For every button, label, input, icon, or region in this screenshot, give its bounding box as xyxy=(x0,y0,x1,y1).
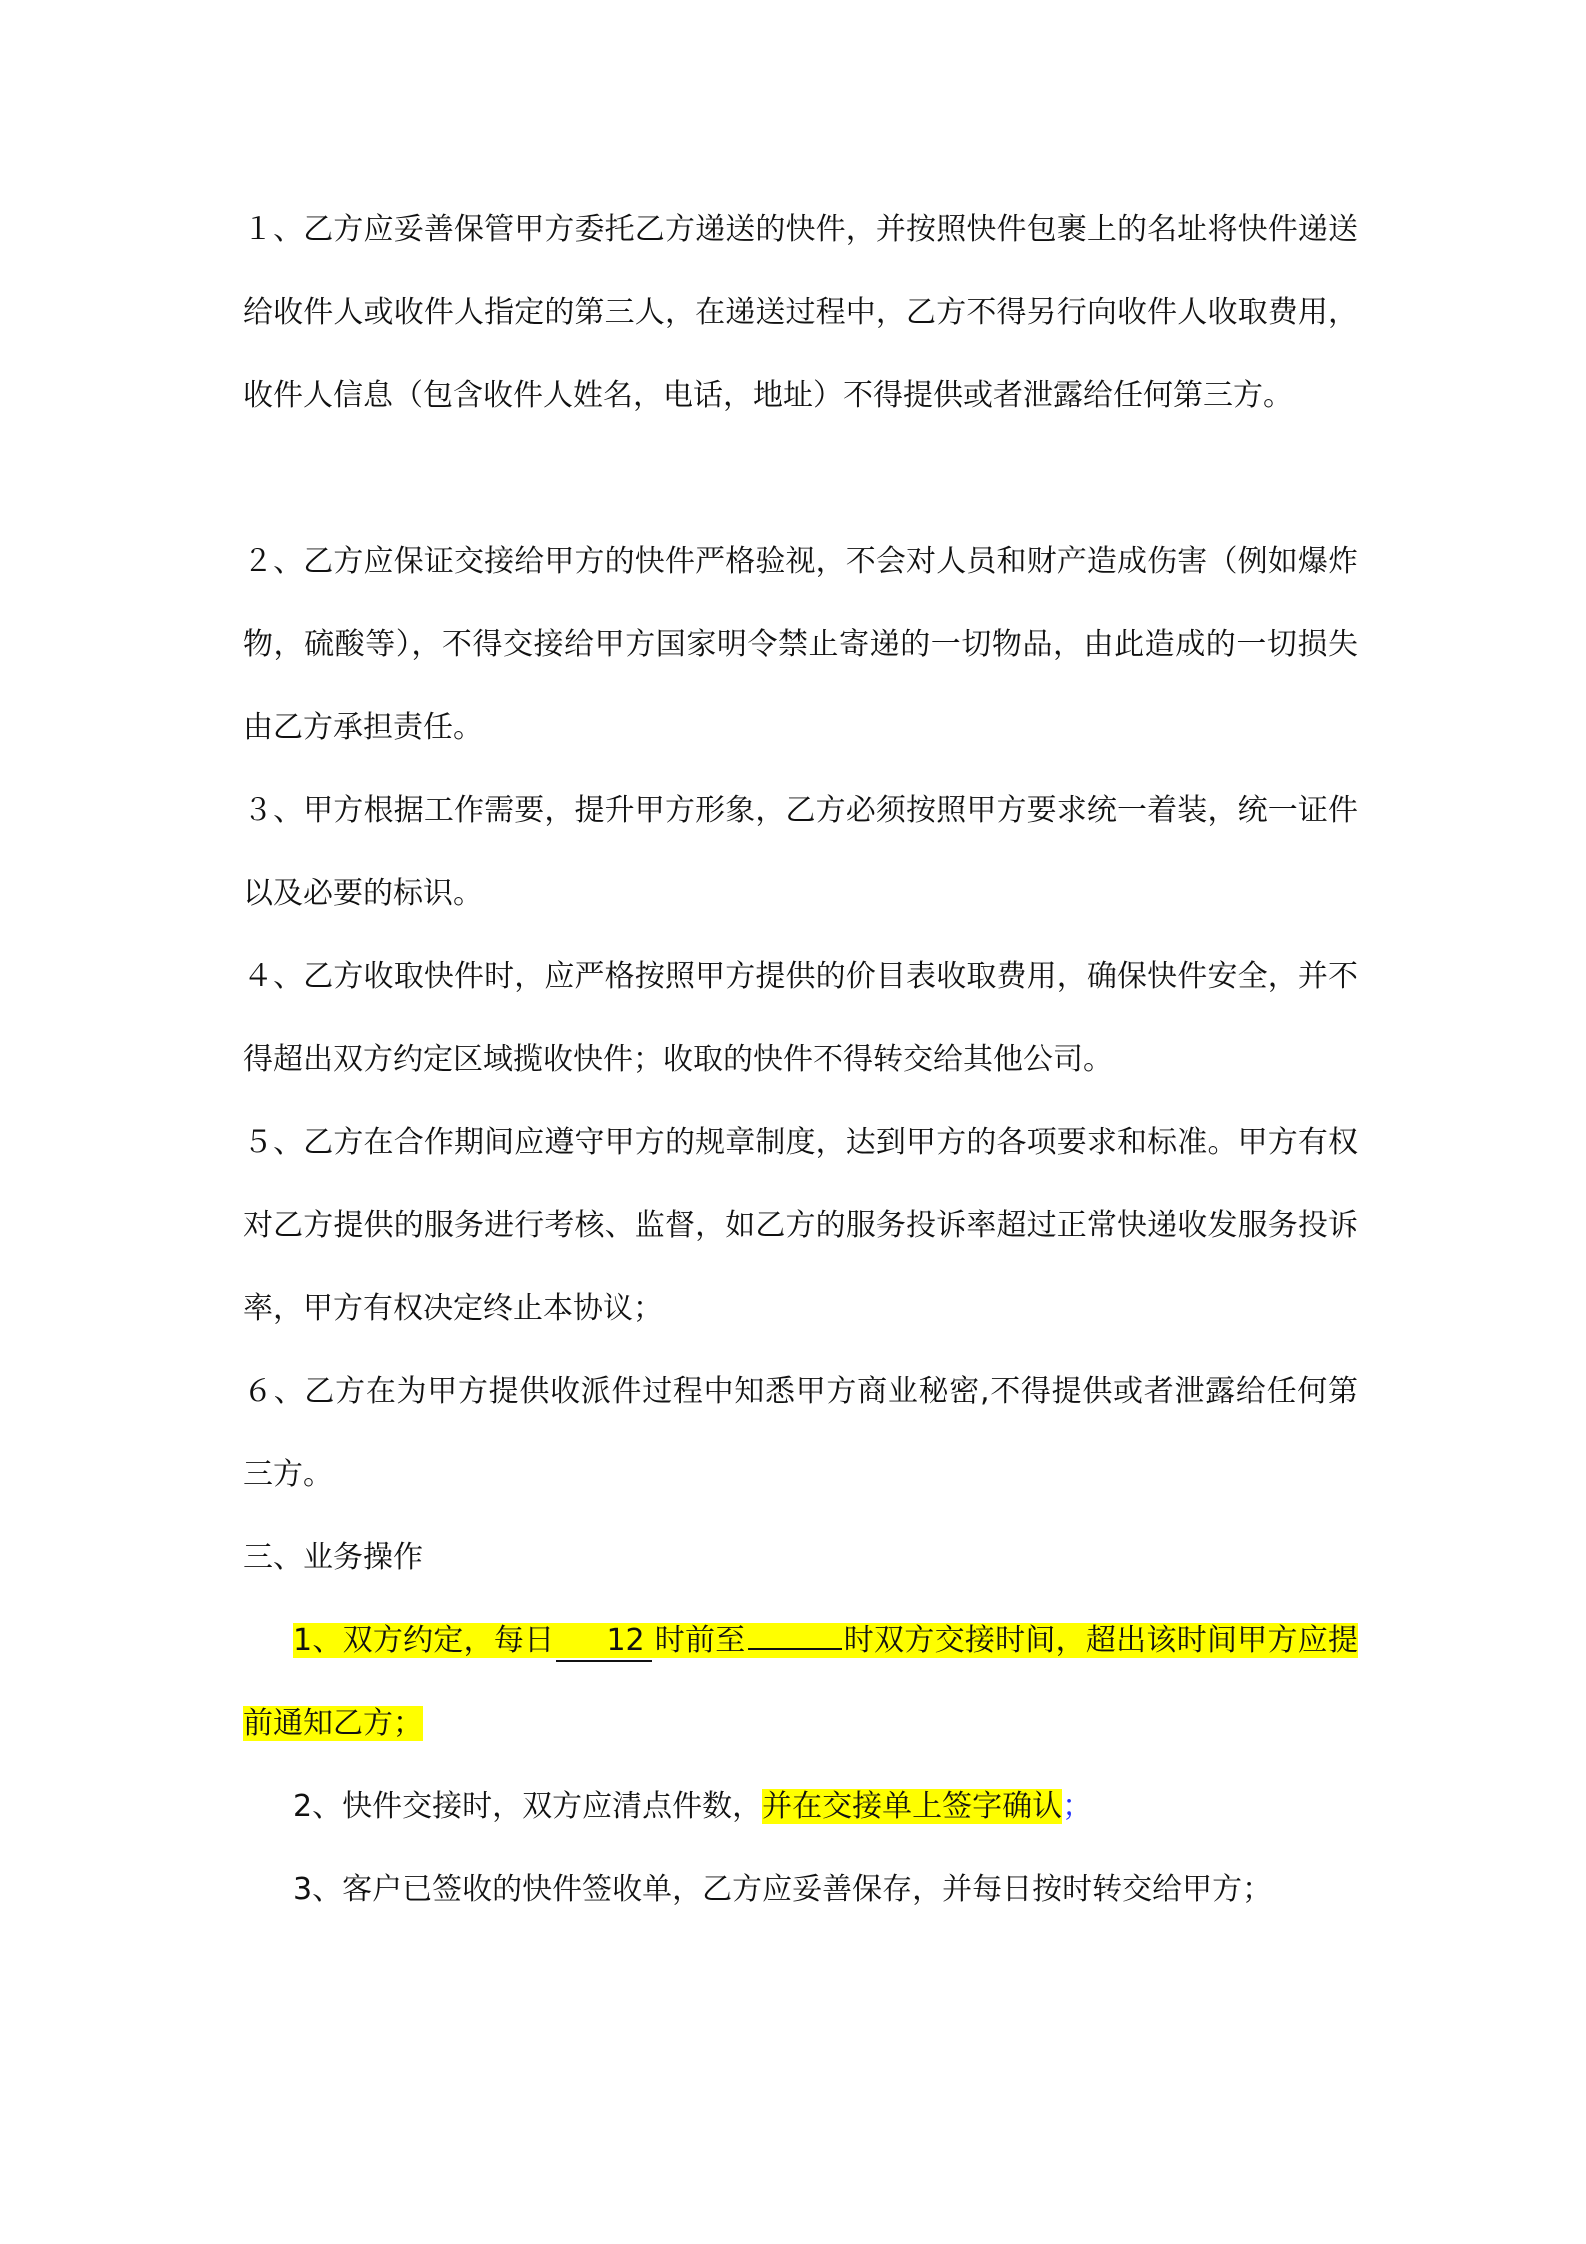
clause-2: ２、乙方应保证交接给甲方的快件严格验视，不会对人员和财产造成伤害（例如爆炸物，硫酸等），不得交接给甲方国家明令禁止寄递的一切物品，由此造成的一切损失由乙方承担责任。 xyxy=(243,544,1358,745)
item2-prefix: 2、快件交接时，双方应清点件数， xyxy=(293,1789,763,1824)
clause-6: ６、乙方在为甲方提供收派件过程中知悉甲方商业秘密,不得提供或者泄露给任何第三方。 xyxy=(243,1374,1358,1492)
section-heading: 三、业务操作 xyxy=(243,1540,423,1575)
item2-highlight: 并在交接单上签字确认 xyxy=(762,1789,1063,1824)
operation-item-2 xyxy=(293,1765,1358,1848)
item1-highlight xyxy=(243,1623,1358,1741)
operation-item-1 xyxy=(243,1599,1358,1765)
clause-5: ５、乙方在合作期间应遵守甲方的规章制度，达到甲方的各项要求和标准。甲方有权对乙方提供的服务进行考核、监督，如乙方的服务投诉率超过正常快递收发服务投诉率，甲方有权决定终止本协议； xyxy=(243,1125,1358,1326)
operation-item-3: 3、客户已签收的快件签收单，乙方应妥善保存，并每日按时转交给甲方； xyxy=(293,1872,1273,1907)
item1-suffix: 时双方交接时间，超出该时间甲方应提前通知乙方； xyxy=(243,1623,1359,1741)
item1-prefix: 1、双方约定，每日 xyxy=(293,1623,555,1658)
clause-3: ３、甲方根据工作需要，提升甲方形象，乙方必须按照甲方要求统一着装，统一证件以及必要的标识。 xyxy=(243,793,1358,911)
item1-middle: 时前至 xyxy=(654,1623,746,1658)
start-hour-blank: 12 xyxy=(556,1626,652,1662)
end-hour-blank xyxy=(748,1614,842,1650)
item2-end: ； xyxy=(1062,1789,1093,1824)
clause-1: １、乙方应妥善保管甲方委托乙方递送的快件，并按照快件包裹上的名址将快件递送给收件人或收件人指定的第三人，在递送过程中，乙方不得另行向收件人收取费用，收件人信息（包含收件人姓名，电话，地址）不得提供或者泄露给任何第三方。 xyxy=(243,212,1358,413)
clause-4: ４、乙方收取快件时，应严格按照甲方提供的价目表收取费用，确保快件安全，并不得超出双方约定区域揽收快件；收取的快件不得转交给其他公司。 xyxy=(243,959,1358,1077)
